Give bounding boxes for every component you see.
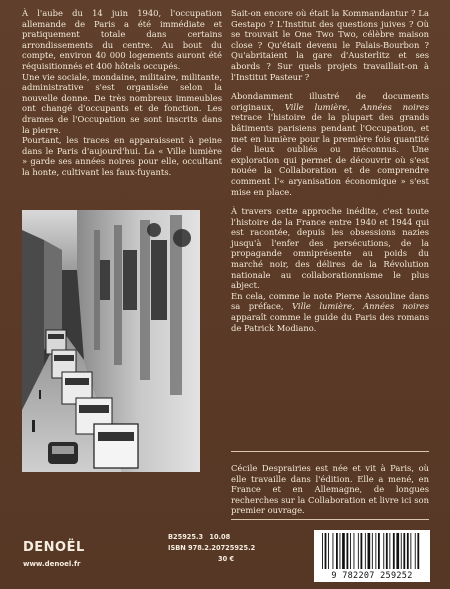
barcode [314, 530, 430, 582]
edition-date: 10.08 [209, 533, 231, 541]
description-intro: Abondamment illustré de documents originaux, [231, 91, 429, 112]
assouline-paragraph [231, 291, 429, 333]
publisher-logo: DENOËL [23, 540, 85, 555]
isbn-number: ISBN 978.2.20725925.2 [168, 544, 256, 552]
history-paragraph: À travers cette approche inédite, c'est toute l'histoire de la France entre 1940 et 1944 qui est racontée, depuis les obsessions nazies jusqu'à l'enfer des persécutions, de la propagande omniprésente au poids du marché noir, des délires de la Révolution nationale au collaborationnisme le plus abject. [231, 206, 429, 291]
book-title-italic: Ville lumière, Années noires [284, 101, 430, 112]
bio-divider-bottom [231, 519, 429, 520]
barcode-digits: 9 782207 259252 [331, 571, 413, 581]
traces-paragraph: Pourtant, les traces en apparaissent à peine dans le Paris d'aujourd'hui. La « Ville lumière » garde ses années noires pour elle, occultant la honte, cultivant les faux-fuyants. [22, 135, 222, 177]
isbn-block [168, 532, 255, 565]
book-description-paragraph [231, 91, 429, 197]
barcode-bars [314, 530, 430, 572]
description-rest: retrace l'histoire de la plupart des grands bâtiments parisiens pendant l'Occupation, et met en lumière pour la première fois quantité de lieux oubliés ou méconnus. Une exploration qui permet de découvrir où s'est nouée la Collaboration et de comprendre comment l'« aryanisation économique » s'est mise en place. [231, 112, 429, 197]
intro-paragraph: À l'aube du 14 juin 1940, l'occupation allemande de Paris a été immédiate et pratiquement totale dans certains arrondissements du centre. Au bout du compte, environ 40 000 logements auront été réquisitionnés et 400 hôtels occupés. [22, 8, 222, 71]
assouline-rest: apparaît comme le guide du Paris des romans de Patrick Modiano. [231, 312, 429, 333]
author-bio: Cécile Desprairies est née et vit à Paris, où elle travaille dans l'édition. Elle a mené, en France et en Allemagne, de longues recherches sur la Collaboration et livre ici son premier ouvrage. [231, 463, 429, 516]
left-text-column [22, 8, 222, 178]
publisher-website: www.denoel.fr [23, 560, 81, 568]
right-text-column [231, 8, 429, 333]
bio-divider-top [231, 451, 429, 452]
questions-paragraph: Sait-on encore où était la Kommandantur ? La Gestapo ? L'Institut des questions juives ? Où se trouvait le One Two Two, célèbre maison close ? Qu'était devenu le Palais-Bourbon ? Qu'abritaient la gare d'Austerlitz et ses abords ? Sur quels projets travaillait-on à l'Institut Pasteur ? [231, 8, 429, 82]
archival-photo-street-buses [22, 210, 200, 472]
ref-code: B25925.3 [168, 533, 204, 541]
assouline-intro: En cela, comme le note Pierre Assouline dans sa préface, [231, 290, 429, 312]
price: 30 € [218, 555, 235, 563]
social-life-paragraph: Une vie sociale, mondaine, militaire, militante, administrative s'est organisée selon la nouvelle donne. De très nombreux immeubles ont changé d'occupants et de fonction. Les drames de l'Occupation se sont inscrits dans la pierre. [22, 71, 222, 135]
book-title-italic-2: Ville lumière, Années noires [291, 301, 429, 312]
